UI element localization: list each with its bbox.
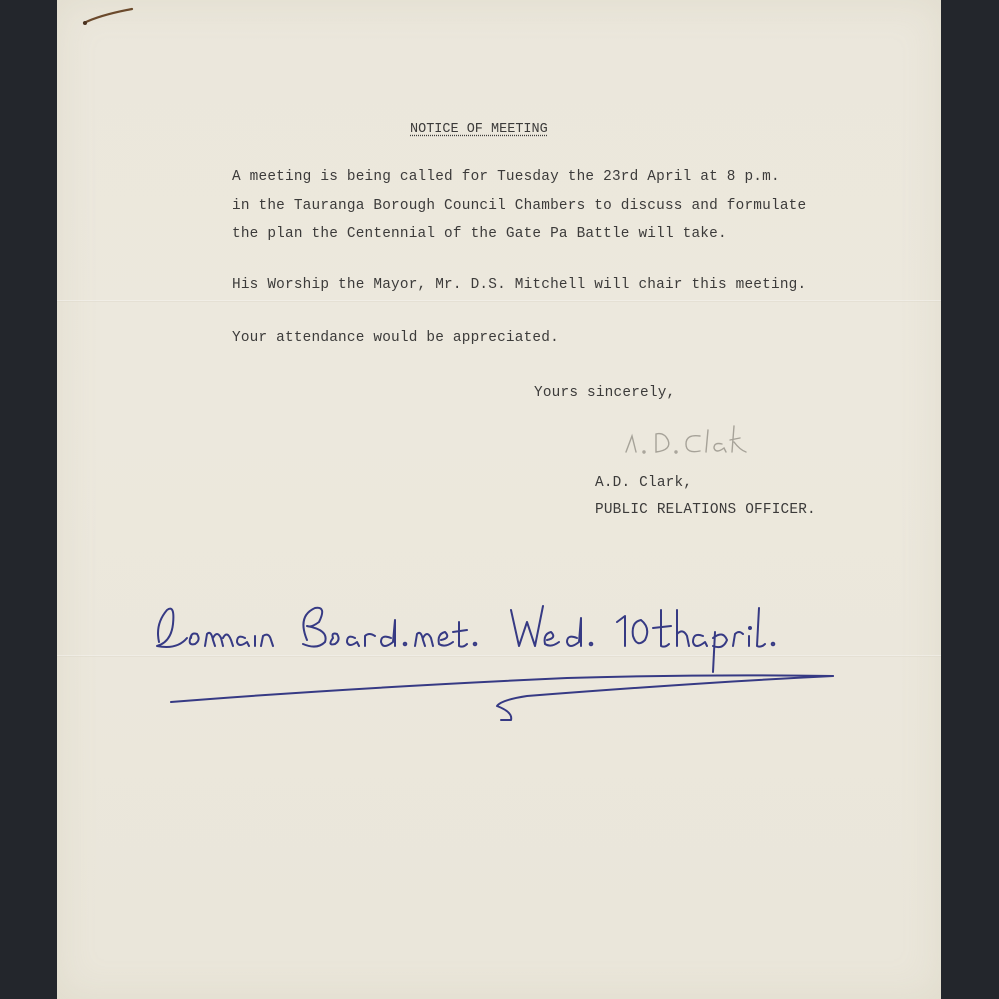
handwritten-annotation [147,580,847,730]
closing-salutation: Yours sincerely, [534,385,676,401]
signer-name: A.D. Clark, [595,475,693,491]
document-sheet [57,0,941,999]
paragraph-chair: His Worship the Mayor, Mr. D.S. Mitchell will chair this meeting. [232,277,807,293]
rust-mark [82,3,142,27]
paragraph-line: in the Tauranga Borough Council Chambers to discuss and formulate [232,197,807,214]
signature-stamp-image [622,422,762,462]
paragraph-meeting-details [232,163,806,249]
paragraph-line: the plan the Centennial of the Gate Pa Battle will take. [232,226,727,242]
signer-title: PUBLIC RELATIONS OFFICER. [595,502,816,518]
signer-block [595,470,816,524]
notice-title: NOTICE OF MEETING [410,122,548,137]
fold-line-top [57,300,941,302]
paragraph-line: A meeting is being called for Tuesday the 23rd April at 8 p.m. [232,169,780,185]
paragraph-attendance: Your attendance would be appreciated. [232,330,559,346]
